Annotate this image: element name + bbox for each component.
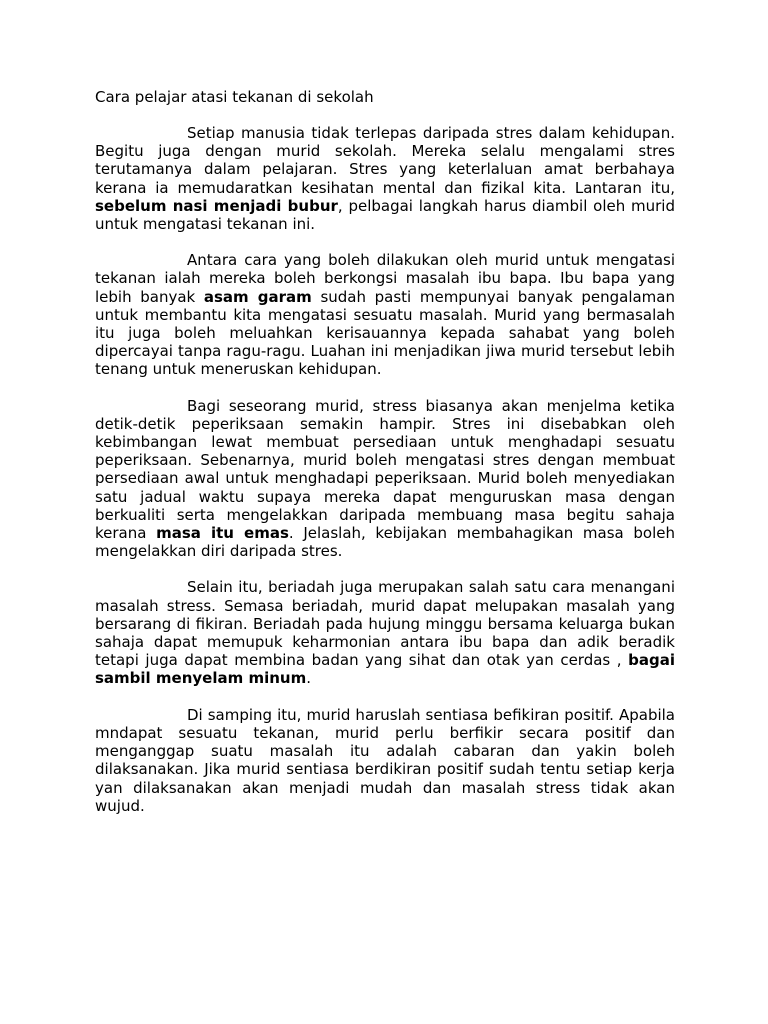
paragraph-3-text-b: . Jelaslah, kebijakan membahagikan masa boleh mengelakkan diri daripada stres. <box>95 524 675 561</box>
paragraph-5-text-a: Di samping itu, murid haruslah sentiasa befikiran positif. Apabila mndapat sesuatu tekanan, murid perlu berfikir secara positif dan menganggap suatu masalah itu adalah cabaran dan yakin boleh dilaksanakan. Jika murid sentiasa berdikiran positif sudah tentu setiap kerja yan dilaksanakan akan menjadi mudah dan masalah stress tidak akan wujud. <box>95 705 675 815</box>
paragraph-2-text-b: sudah pasti mempunyai banyak pengalaman untuk membantu kita mengatasi sesuatu masalah. Murid yang bermasalah itu juga boleh meluahkan kerisauannya kepada sahabat yang boleh dipercayai tanpa ragu-ragu. Luahan ini menjadikan jiwa murid tersebut lebih tenang untuk meneruskan kehidupan. <box>95 287 675 379</box>
paragraph-1 <box>95 124 675 233</box>
paragraph-4-bold-phrase: bagai sambil menyelam minum <box>95 651 675 688</box>
paragraph-2-text-a: Antara cara yang boleh dilakukan oleh murid untuk mengatasi tekanan ialah mereka boleh berkongsi masalah ibu bapa. Ibu bapa yang lebih banyak <box>95 251 675 306</box>
paragraph-4-text-b: . <box>306 669 312 688</box>
paragraph-3-text-a: Bagi seseorang murid, stress biasanya akan menjelma ketika detik-detik peperiksaan semakin hampir. Stres ini disebabkan oleh kebimbangan lewat membuat persediaan untuk menghadapi sesuatu peperiksaan. Sebenarnya, murid boleh mengatasi stres dengan membuat persediaan awal untuk menghadapi peperiksaan. Murid boleh menyediakan satu jadual waktu supaya mereka dapat menguruskan masa dengan berkualiti serta mengelakkan daripada membuang masa begitu sahaja kerana <box>95 396 675 543</box>
document-title: Cara pelajar atasi tekanan di sekolah <box>95 88 374 106</box>
paragraph-4-text-a: Selain itu, beriadah juga merupakan salah satu cara menangani masalah stress. Semasa beriadah, murid dapat melupakan masalah yang bersarang di fikiran. Beriadah pada hujung minggu bersama keluarga bukan sahaja dapat memupuk keharmonian antara ibu bapa dan adik beradik tetapi juga dapat membina badan yang sihat dan otak yan cerdas , <box>95 578 675 670</box>
paragraph-1-text-a: Setiap manusia tidak terlepas daripada stres dalam kehidupan. Begitu juga dengan murid sekolah. Mereka selalu mengalami stres terutamanya dalam pelajaran. Stres yang keterlaluan amat berbahaya kerana ia memudaratkan kesihatan mental dan fizikal kita. Lantaran itu, <box>95 124 675 197</box>
paragraph-1-text-b: , pelbagai langkah harus diambil oleh murid untuk mengatasi tekanan ini. <box>95 196 675 234</box>
paragraph-3 <box>95 397 675 561</box>
paragraph-1-bold-phrase: sebelum nasi menjadi bubur <box>95 196 338 215</box>
paragraph-2 <box>95 251 675 378</box>
document-page <box>95 88 675 833</box>
paragraph-2-bold-phrase: asam garam <box>203 287 312 306</box>
paragraph-3-bold-phrase: masa itu emas <box>156 524 289 543</box>
paragraph-4 <box>95 578 675 687</box>
paragraph-5 <box>95 706 675 815</box>
